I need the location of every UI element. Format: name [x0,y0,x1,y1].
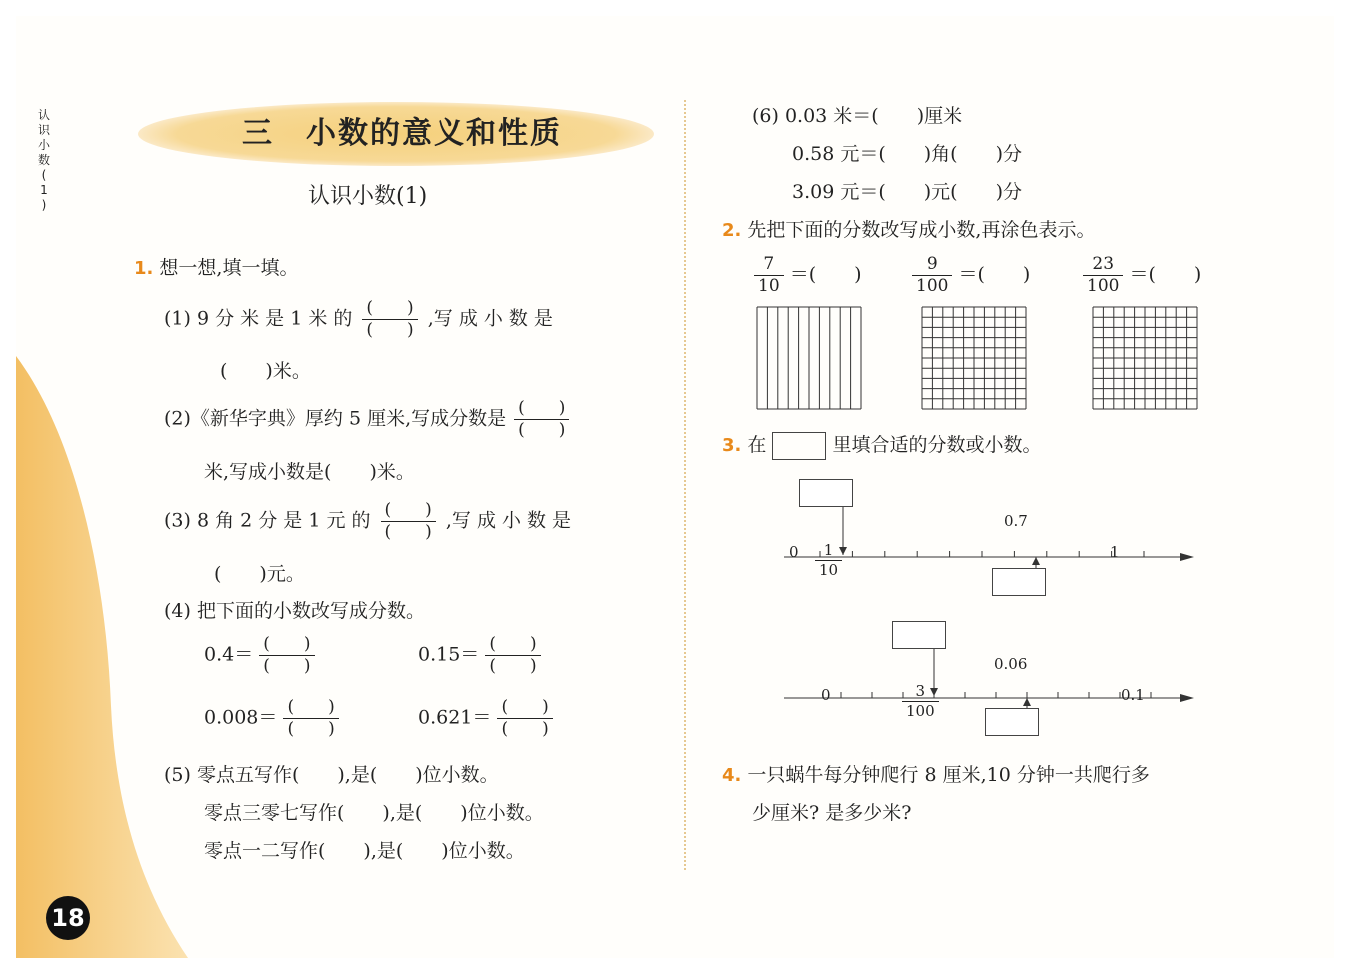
tick-label-one: 1 [1110,543,1120,561]
q1-part2-answer[interactable]: 米,写成小数是( )米。 [204,461,415,483]
box-icon [772,432,826,460]
question-1 [134,253,298,280]
q1-part4: (4) 把下面的小数改写成分数。 [164,600,425,622]
question-2 [722,215,1095,242]
answer-box-2[interactable] [992,568,1046,596]
q1-part6-line1[interactable]: (6) 0.03 米＝( )厘米 [752,105,963,127]
question-label: 想一想,填一填。 [159,257,299,279]
grid-hundredths-2[interactable] [1092,306,1198,410]
column-divider [684,100,686,870]
fraction-blank[interactable]: $\frac{( )}{( )}$ [497,699,552,738]
question-number: 4. [722,765,742,786]
q1-part3-answer[interactable]: ( )元。 [214,563,305,585]
fraction-blank[interactable]: $\frac{( )}{( )}$ [485,636,540,675]
q2-fraction-3: $\frac{23}{100}$ ＝( ) [1083,256,1201,295]
q1-part6-line2[interactable]: 0.58 元＝( )角( )分 [792,143,1022,165]
q1-part4-eq1: 0.4＝ $\frac{( )}{( )}$ [204,636,315,675]
q1-part2: (2)《新华字典》厚约 5 厘米,写成分数是 $\frac{( )}{( )}$ [164,400,569,439]
question-number: 1. [134,258,154,279]
answer-blank[interactable]: ＝( ) [1129,263,1202,286]
workbook-page [16,16,1334,958]
grid-tenths[interactable] [756,306,862,410]
fraction-blank[interactable]: $\frac{( )}{( )}$ [381,502,436,541]
question-label: 先把下面的分数改写成小数,再涂色表示。 [747,219,1096,241]
q1-part4-eq3: 0.008＝ $\frac{( )}{( )}$ [204,699,339,738]
question-4-line2: 少厘米? 是多少米? [752,802,912,824]
tick-label-zero: 0 [821,686,831,704]
arrow-head [1180,694,1194,702]
q1-part6-line3[interactable]: 3.09 元＝( )元( )分 [792,181,1022,203]
q1-part5-line1[interactable]: (5) 零点五写作( ),是( )位小数。 [164,764,499,786]
question-3: 3. 在 里填合适的分数或小数。 [722,430,1042,460]
fraction-blank[interactable]: $\frac{( )}{( )}$ [514,400,569,439]
tick-label-point7: 0.7 [1004,512,1028,530]
tick-label-point06: 0.06 [994,655,1028,673]
answer-blank[interactable]: ＝( ) [958,263,1031,286]
answer-box-4[interactable] [985,708,1039,736]
grid-hundredths-1[interactable] [921,306,1027,410]
q1-part1: (1) 9 分 米 是 1 米 的 $\frac{( )}{( )}$ ,写 成 小 数 是 [164,298,553,340]
fraction-blank[interactable]: $\frac{( )}{( )}$ [362,300,417,339]
tick-label-zero: 0 [789,543,799,561]
page-number: 18 [46,896,90,940]
tick-label-end: 0.1 [1121,686,1145,704]
q1-part3: (3) 8 角 2 分 是 1 元 的 $\frac{( )}{( )}$ ,写 成 小 数 是 [164,500,572,542]
arrow-head [1180,553,1194,561]
pointer-arrow [1023,698,1031,706]
pointer-arrow [1032,557,1040,565]
q1-part4-eq2: 0.15＝ $\frac{( )}{( )}$ [418,636,541,675]
q1-part5-line3[interactable]: 零点一二写作( ),是( )位小数。 [204,840,525,862]
chapter-title: 三 小数的意义和性质 [242,116,562,151]
lesson-subtitle: 认识小数(1) [308,184,428,209]
answer-blank[interactable]: ＝( ) [789,263,862,286]
tick-label-fraction: $\frac{1}{10}$ [815,543,842,578]
question-label: 一只蜗牛每分钟爬行 8 厘米,10 分钟一共爬行多 [747,764,1150,786]
q1-part5-line2[interactable]: 零点三零七写作( ),是( )位小数。 [204,802,544,824]
side-label: 认 识 小 数 ( 1 ) [37,108,50,212]
tick-label-fraction: $\frac{3}{100}$ [902,684,939,719]
question-number: 3. [722,435,742,456]
answer-box-3[interactable] [892,621,946,649]
q1-part4-eq4: 0.621＝ $\frac{( )}{( )}$ [418,699,553,738]
fraction-blank[interactable]: $\frac{( )}{( )}$ [283,699,338,738]
question-4 [722,760,1150,787]
q2-fraction-1: $\frac{7}{10}$ ＝( ) [754,256,862,295]
q2-fraction-2: $\frac{9}{100}$ ＝( ) [912,256,1030,295]
answer-box-1[interactable] [799,479,853,507]
q1-part1-answer[interactable]: ( )米。 [220,360,311,382]
fraction-blank[interactable]: $\frac{( )}{( )}$ [259,636,314,675]
question-number: 2. [722,220,742,241]
